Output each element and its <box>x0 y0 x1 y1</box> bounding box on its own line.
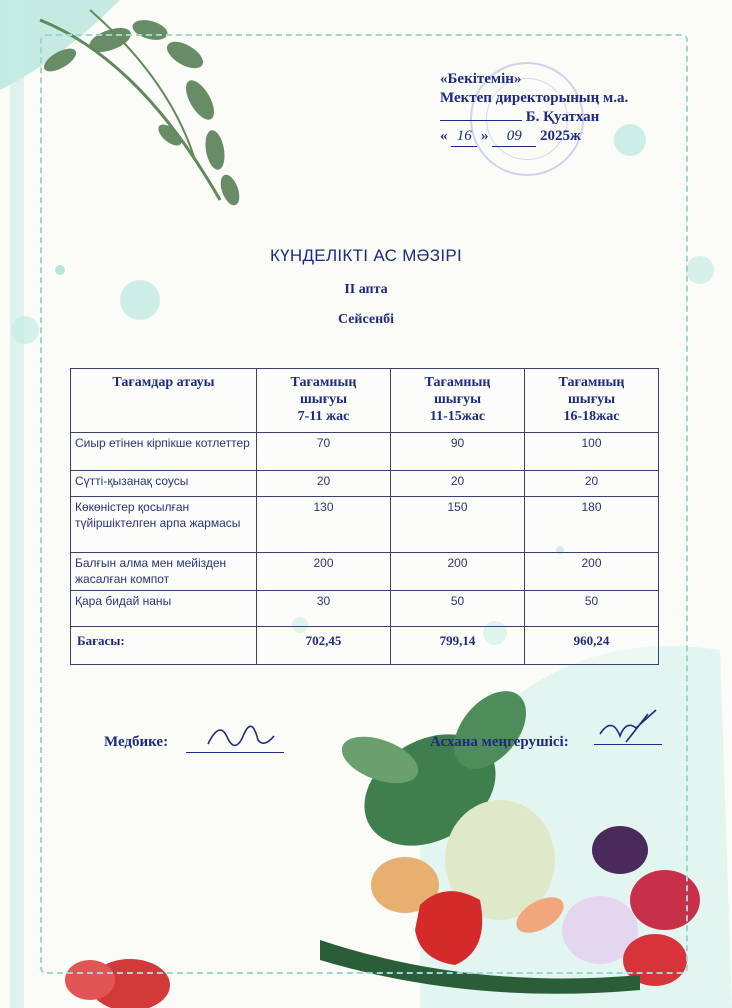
portion-16-18: 180 <box>525 497 659 553</box>
date-year: 2025ж <box>540 128 581 144</box>
dish-name: Сиыр етінен кірпікше котлеттер <box>71 433 257 471</box>
column-header-age-11-15 <box>391 369 525 433</box>
approval-heading: «Бекітемін» <box>440 71 522 87</box>
column-header-text: Тағамның <box>290 375 357 390</box>
teal-band <box>10 0 24 1008</box>
date-month: 09 <box>492 127 536 147</box>
column-header-text: Тағамның <box>424 375 491 390</box>
column-header-text: шығуы <box>433 392 482 407</box>
nurse-label: Медбике: <box>104 734 169 750</box>
column-header-age-16-18 <box>525 369 659 433</box>
portion-7-11: 20 <box>257 471 391 497</box>
column-header-text: 11-15жас <box>429 409 486 424</box>
column-header-text: 7-11 жас <box>297 409 350 424</box>
nurse-signature-icon <box>200 714 280 754</box>
portion-16-18: 20 <box>525 471 659 497</box>
price-label: Бағасы: <box>71 627 257 665</box>
director-signature-line <box>440 108 628 127</box>
dish-name: Балғын алма мен мейізден жасалған компот <box>71 553 257 591</box>
portion-11-15: 90 <box>391 433 525 471</box>
canteen-signature-icon <box>596 706 662 746</box>
dish-name: Сүтті-қызанақ соусы <box>71 471 257 497</box>
column-header-age-7-11 <box>257 369 391 433</box>
approval-block <box>440 70 628 147</box>
date-close-quote: » <box>481 128 489 144</box>
portion-7-11: 200 <box>257 553 391 591</box>
portion-7-11: 130 <box>257 497 391 553</box>
director-name: Б. Қуатхан <box>525 109 600 125</box>
menu-title: КҮНДЕЛІКТІ АС МӘЗІРІ <box>269 246 463 265</box>
price-11-15: 799,14 <box>391 627 525 665</box>
column-header-text: 16-18жас <box>563 409 620 424</box>
table-header-row <box>71 369 659 433</box>
portion-7-11: 70 <box>257 433 391 471</box>
table-row <box>71 471 659 497</box>
portion-11-15: 50 <box>391 591 525 627</box>
table-row <box>71 433 659 471</box>
week-label: ІІ апта <box>344 282 388 297</box>
portion-7-11: 30 <box>257 591 391 627</box>
portion-11-15: 200 <box>391 553 525 591</box>
portion-11-15: 150 <box>391 497 525 553</box>
table-row <box>71 553 659 591</box>
price-16-18: 960,24 <box>525 627 659 665</box>
canteen-manager-label: Асхана меңгерушісі: <box>430 734 569 750</box>
dish-name: Қара бидай наны <box>71 591 257 627</box>
date-day: 16 <box>451 127 477 147</box>
date-open-quote: « <box>440 128 448 144</box>
portion-16-18: 50 <box>525 591 659 627</box>
approval-date <box>440 127 628 147</box>
column-header-text: шығуы <box>299 392 348 407</box>
table-row <box>71 591 659 627</box>
column-header-text: Тағамдар атауы <box>112 375 215 390</box>
price-row <box>71 627 659 665</box>
portion-16-18: 100 <box>525 433 659 471</box>
day-of-week: Сейсенбі <box>337 312 395 327</box>
menu-table <box>70 368 659 665</box>
dish-name: Көкөністер қосылған түйіршіктелген арпа жармасы <box>71 497 257 553</box>
portion-11-15: 20 <box>391 471 525 497</box>
director-signature-icon <box>440 108 522 121</box>
column-header-text: Тағамның <box>558 375 625 390</box>
table-row <box>71 497 659 553</box>
column-header-dish <box>71 369 257 433</box>
director-title: Мектеп директорының м.а. <box>440 90 629 106</box>
portion-16-18: 200 <box>525 553 659 591</box>
column-header-text: шығуы <box>567 392 616 407</box>
price-7-11: 702,45 <box>257 627 391 665</box>
